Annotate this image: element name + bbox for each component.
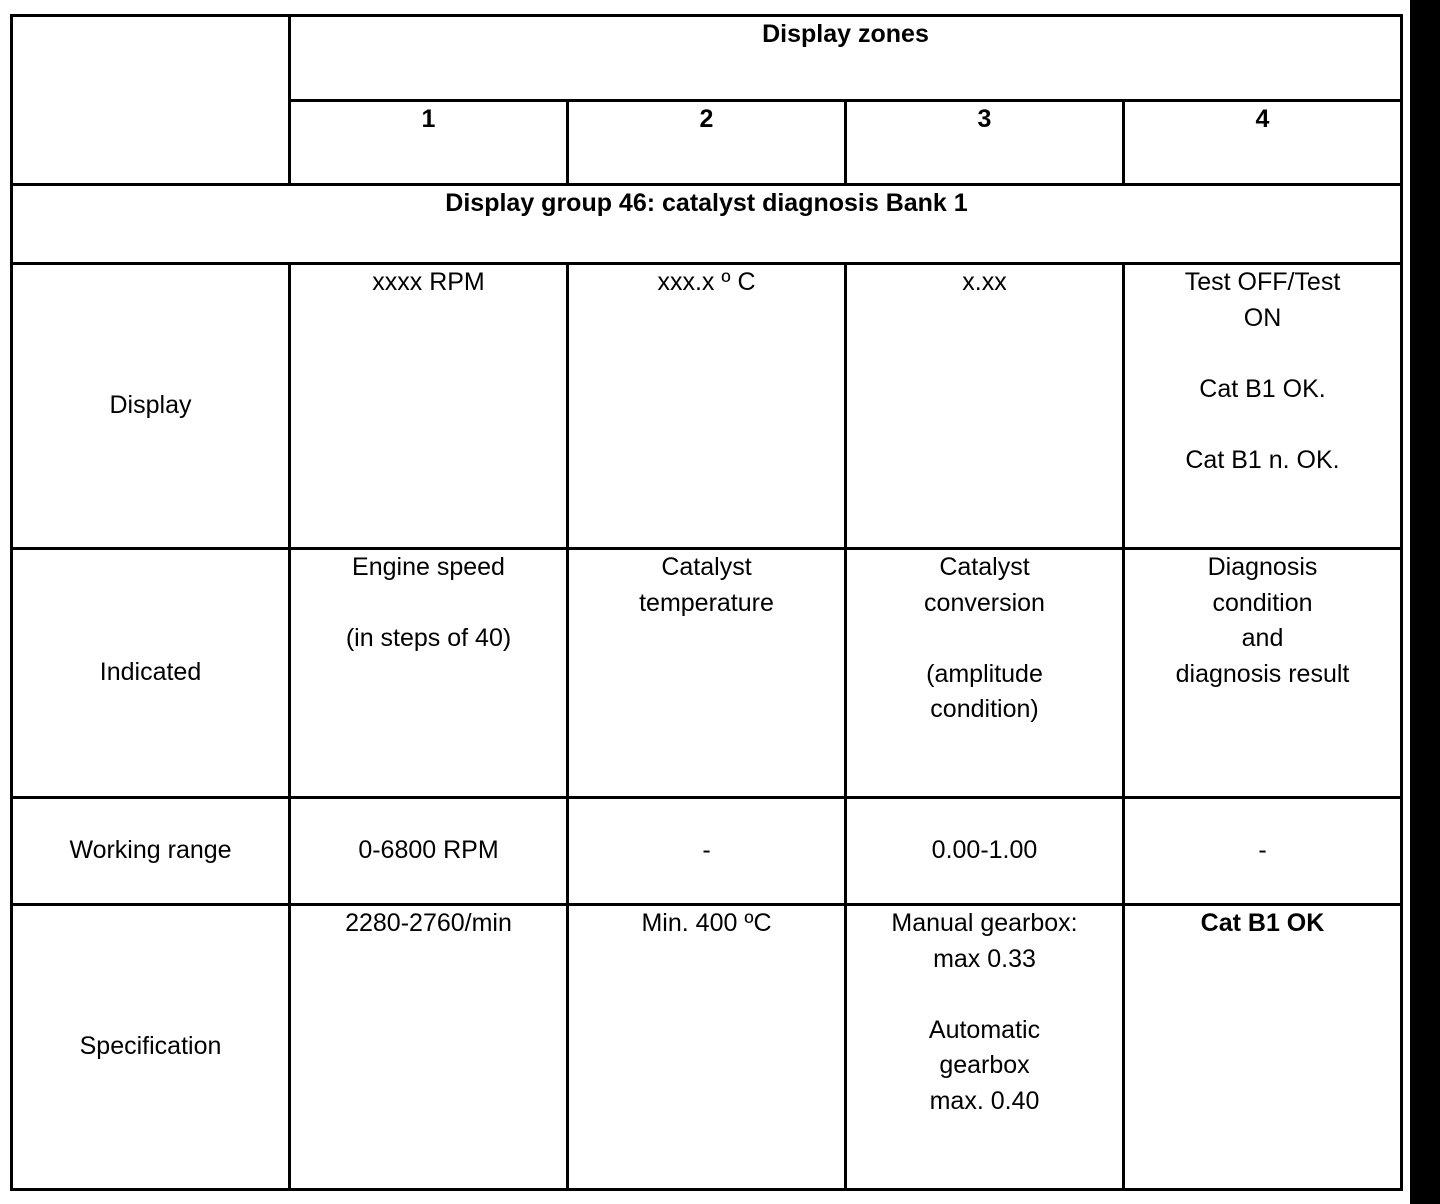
zone-3-heading: 3 [846,101,1124,185]
working-range-zone-2: - [568,798,846,905]
indicated-zone-3-line-1: Catalyst [939,553,1030,581]
display-zone-1: xxxx RPM [290,264,568,549]
specification-zone-1: 2280-2760/min [290,905,568,1190]
indicated-zone-1-line-2: (in steps of 40) [345,624,512,652]
specification-zone-4-bold: Cat B1 OK [1200,909,1325,937]
working-range-row-label: Working range [12,798,290,905]
display-zones-heading: Display zones [290,16,1402,101]
display-row [12,264,1402,549]
working-range-zone-4: - [1124,798,1402,905]
indicated-zone-2-line-1: Catalyst [661,553,752,581]
group-title-row [12,185,1402,264]
indicated-zone-1 [290,549,568,798]
specification-zone-3 [846,905,1124,1190]
header-empty-cell [12,16,290,185]
specification-zone-3-line-5: max. 0.40 [929,1086,1040,1115]
indicated-zone-3 [846,549,1124,798]
indicated-zone-3-line-4: condition) [930,695,1039,723]
indicated-zone-2-line-2: temperature [639,588,774,617]
display-row-label: Display [12,264,290,549]
working-range-zone-3: 0.00-1.00 [846,798,1124,905]
zone-1-heading: 1 [290,101,568,185]
right-edge-bar [1410,0,1440,1204]
indicated-zone-4-line-2: condition [1212,588,1313,617]
display-zone-3: x.xx [846,264,1124,549]
indicated-zone-3-line-2: conversion [924,588,1045,617]
indicated-zone-4-line-3: and [1241,624,1284,652]
specification-zone-3-line-4: gearbox [939,1051,1030,1079]
catalyst-diagnosis-table [10,14,1403,1191]
indicated-zone-1-line-1: Engine speed [352,553,505,581]
specification-row [12,905,1402,1190]
display-zone-2: xxx.x º C [568,264,846,549]
specification-row-label: Specification [12,905,290,1190]
indicated-zone-4-line-1: Diagnosis [1207,553,1318,581]
zone-4-heading: 4 [1124,101,1402,185]
zone-2-heading: 2 [568,101,846,185]
specification-zone-2: Min. 400 ºC [568,905,846,1190]
indicated-row [12,549,1402,798]
display-zone-4 [1124,264,1402,549]
indicated-zone-4-line-4: diagnosis result [1175,659,1350,688]
working-range-row [12,798,1402,905]
specification-zone-3-line-3: Automatic [928,1015,1041,1044]
indicated-row-label: Indicated [12,549,290,798]
display-zone-4-line-4: Cat B1 n. OK. [1185,445,1340,474]
indicated-zone-4 [1124,549,1402,798]
display-zone-4-line-1: Test OFF/Test [1184,268,1341,296]
specification-zone-3-line-2: max 0.33 [933,944,1036,973]
specification-zone-3-line-1: Manual gearbox: [891,909,1078,937]
display-group-title: Display group 46: catalyst diagnosis Bank 1 [12,185,1402,264]
specification-zone-4 [1124,905,1402,1190]
header-row-zones [12,16,1402,101]
indicated-zone-2 [568,549,846,798]
display-zone-4-line-3: Cat B1 OK. [1199,374,1326,403]
indicated-zone-3-line-3: (amplitude [926,659,1043,688]
working-range-zone-1: 0-6800 RPM [290,798,568,905]
display-zone-4-line-2: ON [1243,303,1282,332]
